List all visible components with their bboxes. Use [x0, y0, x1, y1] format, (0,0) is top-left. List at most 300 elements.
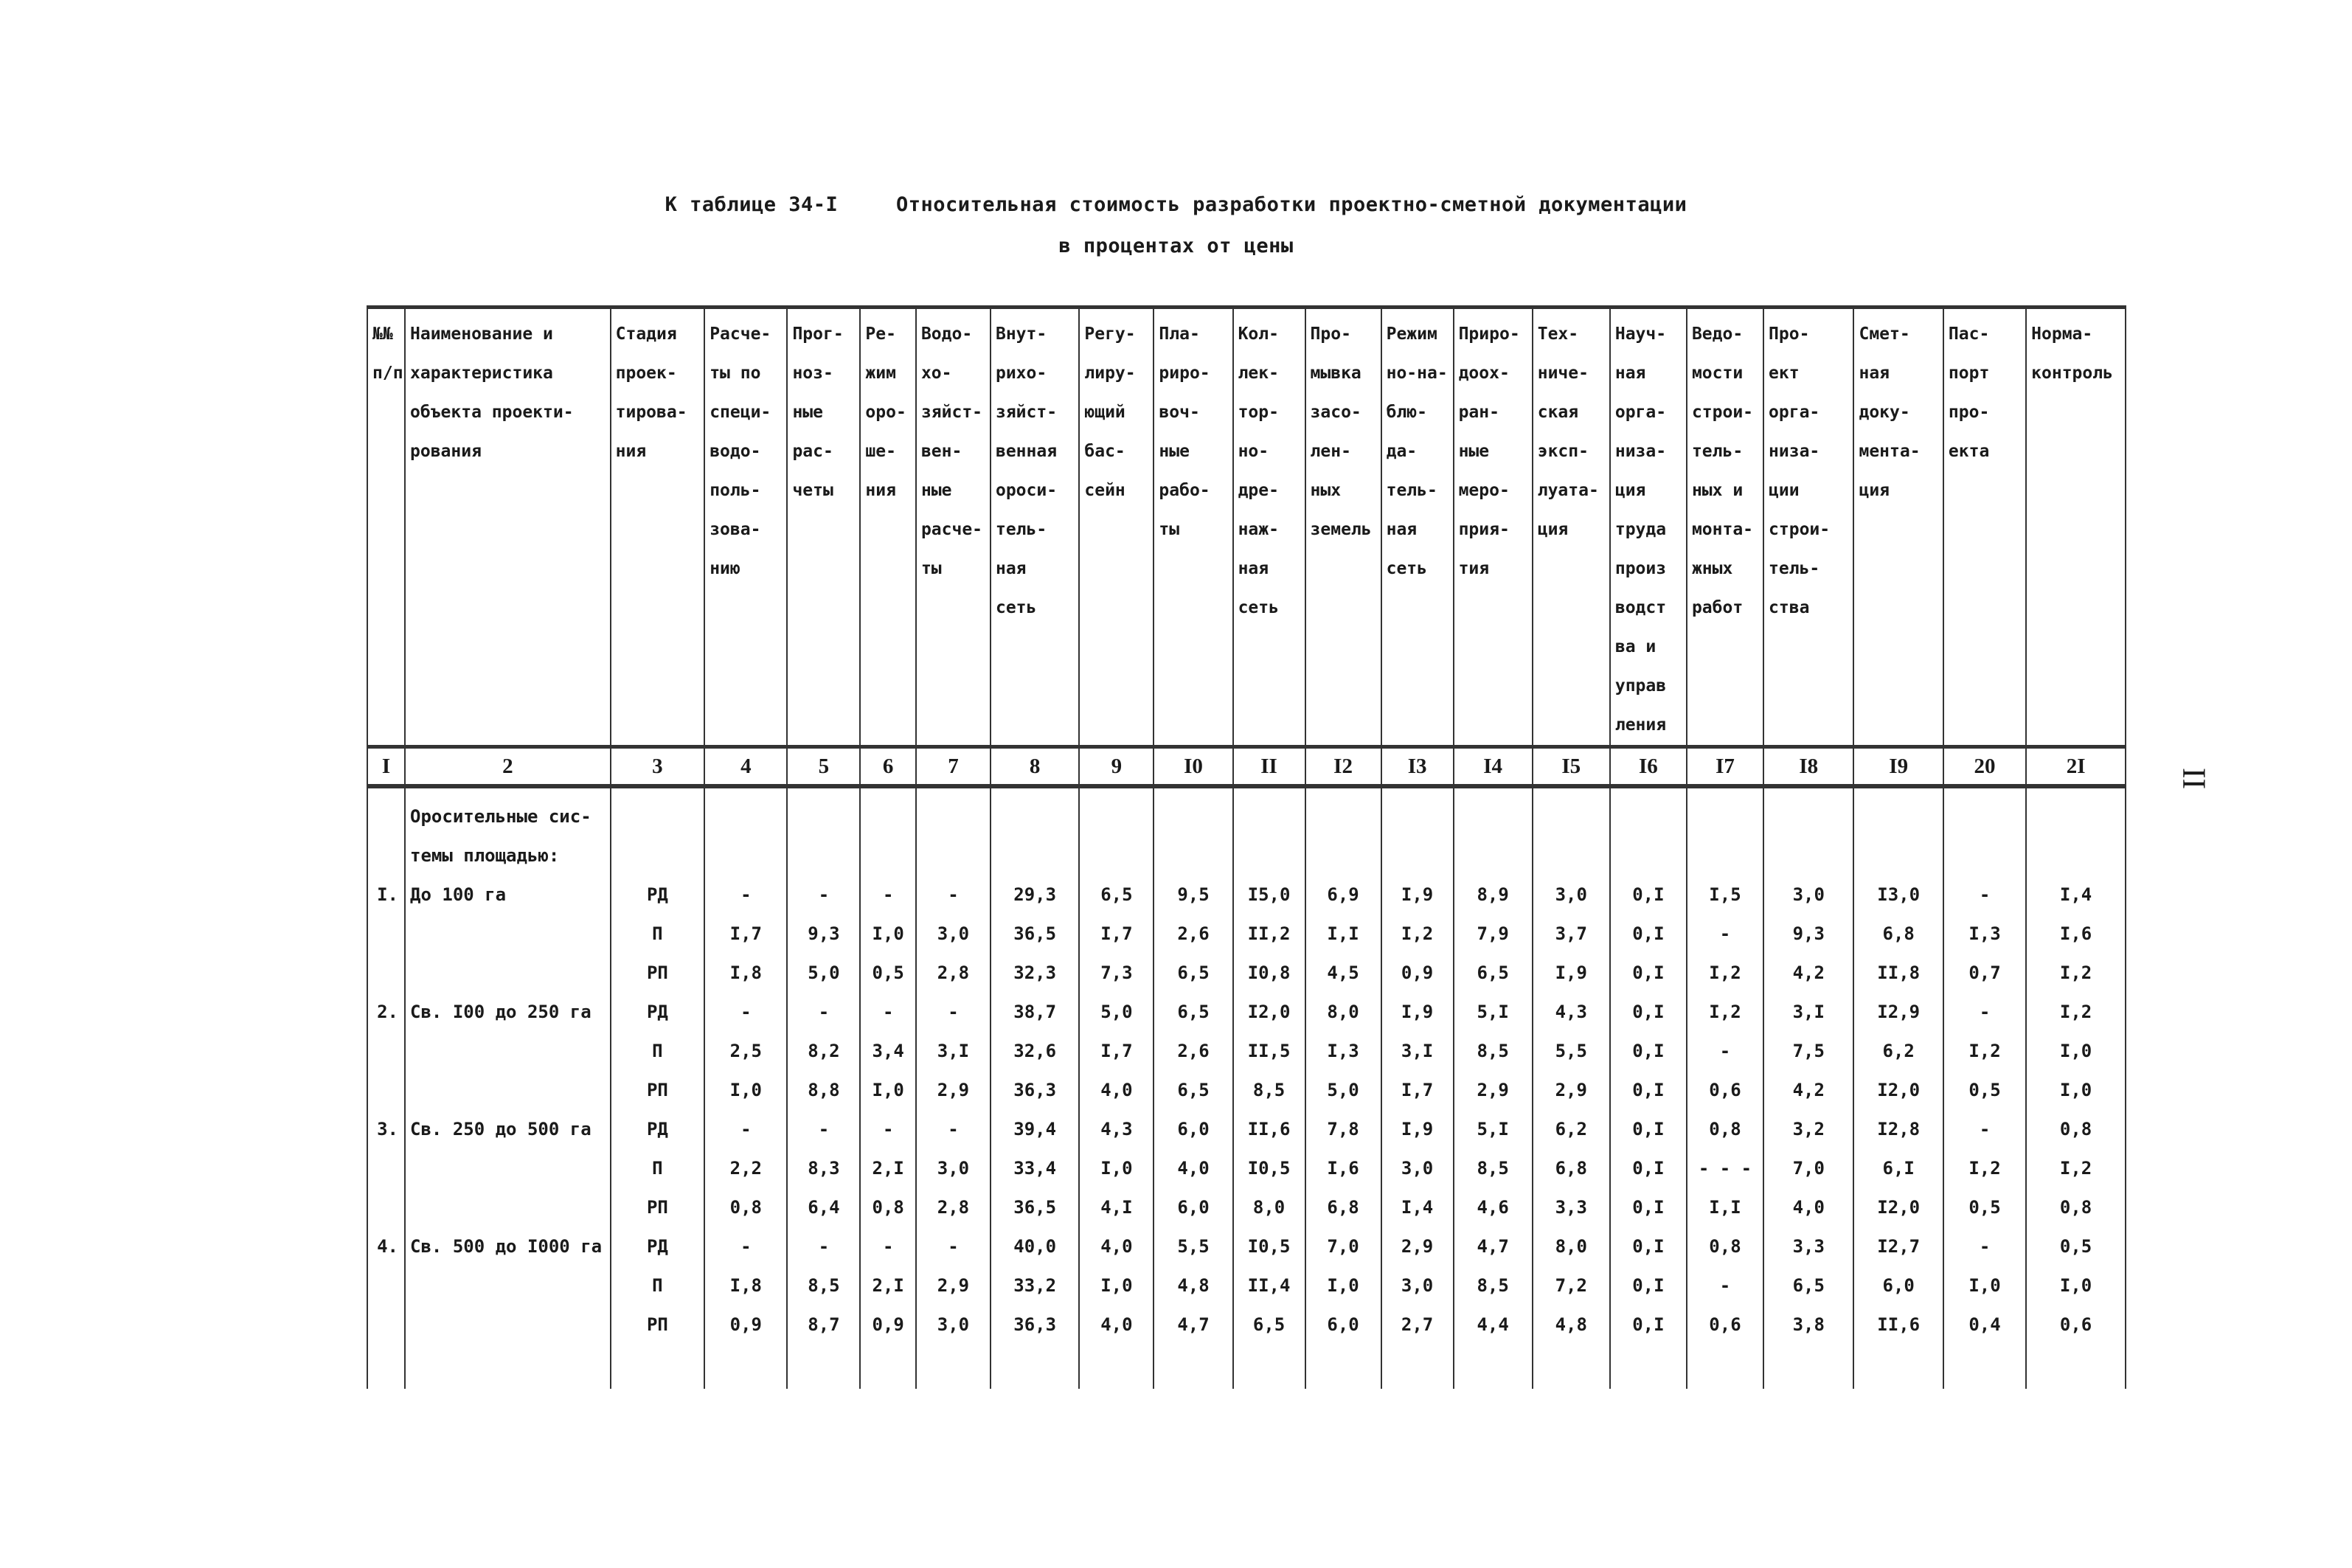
- header-line: Расче-: [710, 325, 771, 344]
- value-cell: -: [704, 1110, 787, 1149]
- value-cell: 6,9: [1305, 875, 1381, 915]
- value-cell: 39,4: [991, 1110, 1079, 1149]
- header-line: мости: [1691, 364, 1744, 383]
- value-cell: 6,0: [1305, 1305, 1381, 1345]
- empty-cell: [1853, 836, 1943, 875]
- value-cell: 3,0: [916, 1305, 991, 1345]
- empty-cell: [367, 1345, 405, 1389]
- header-line: луата-: [1537, 481, 1599, 500]
- table-row: [367, 1227, 2126, 1266]
- value-cell: I,0: [860, 915, 916, 954]
- header-line: зяйст-: [920, 403, 983, 422]
- value-cell: 3,0: [1381, 1149, 1454, 1188]
- value-cell: I,8: [704, 1266, 787, 1305]
- value-cell: 33,2: [991, 1266, 1079, 1305]
- value-cell: 4,0: [1079, 1071, 1154, 1110]
- header-line: зова-: [710, 520, 761, 539]
- empty-cell: [611, 836, 705, 875]
- header-line: доку-: [1859, 403, 1910, 422]
- header-line: Прог-: [792, 325, 844, 344]
- value-cell: -: [1943, 875, 2026, 915]
- empty-cell: [704, 1345, 787, 1389]
- value-cell: 0,5: [1943, 1071, 2026, 1110]
- header-cell: [916, 308, 991, 747]
- row-index: [367, 1305, 405, 1345]
- table-caption: Относительная стоимость разработки проектно-сметной документации: [896, 193, 1687, 216]
- object-name: [405, 1149, 611, 1188]
- value-cell: 8,0: [1233, 1188, 1305, 1227]
- value-cell: 2,I: [860, 1149, 916, 1188]
- value-cell: 3,I: [916, 1032, 991, 1071]
- value-cell: 4,0: [1079, 1227, 1154, 1266]
- empty-cell: [787, 836, 860, 875]
- value-cell: 6,5: [1763, 1266, 1853, 1305]
- column-number: 2: [405, 747, 611, 787]
- value-cell: 0,5: [1943, 1188, 2026, 1227]
- value-cell: 32,6: [991, 1032, 1079, 1071]
- header-line: ления: [1614, 715, 1667, 735]
- value-cell: I,I: [1305, 915, 1381, 954]
- empty-cell: [1454, 836, 1533, 875]
- empty-cell: [860, 1345, 916, 1389]
- value-cell: 0,I: [1610, 1305, 1687, 1345]
- value-cell: 8,7: [787, 1305, 860, 1345]
- header-line: низа-: [1614, 442, 1667, 461]
- value-cell: I,9: [1381, 1110, 1454, 1149]
- value-cell: I,8: [704, 954, 787, 993]
- column-number: 9: [1079, 747, 1154, 787]
- document-title-line-2: в процентах от цены: [1058, 235, 1294, 257]
- header-line: мента-: [1859, 442, 1921, 461]
- empty-cell: [1763, 786, 1853, 836]
- value-cell: I,2: [2026, 993, 2126, 1032]
- value-cell: I,3: [1943, 915, 2026, 954]
- value-cell: I,2: [1687, 993, 1763, 1032]
- header-line: ные: [920, 481, 952, 500]
- header-cell: [1233, 308, 1305, 747]
- value-cell: 0,6: [1687, 1305, 1763, 1345]
- header-line: ния: [615, 442, 647, 461]
- empty-cell: [1154, 1345, 1232, 1389]
- header-line: ран-: [1458, 403, 1499, 422]
- value-cell: II,4: [1233, 1266, 1305, 1305]
- header-line: тель-: [995, 520, 1047, 539]
- header-cell: [405, 308, 611, 747]
- column-number: 5: [787, 747, 860, 787]
- table-row: [367, 954, 2126, 993]
- value-cell: 3,7: [1533, 915, 1610, 954]
- header-line: да-: [1386, 442, 1418, 461]
- value-cell: I,9: [1381, 993, 1454, 1032]
- value-cell: I2,7: [1853, 1227, 1943, 1266]
- header-line: строи-: [1691, 403, 1754, 422]
- header-line: ниче-: [1537, 364, 1589, 383]
- header-line: ные: [1159, 442, 1190, 461]
- cost-table: [367, 305, 2126, 1389]
- row-index: 4.: [367, 1227, 405, 1266]
- empty-cell: [1079, 836, 1154, 875]
- value-cell: 8,5: [1454, 1266, 1533, 1305]
- table-row: [367, 1266, 2126, 1305]
- value-cell: 4,0: [1079, 1305, 1154, 1345]
- value-cell: 3,0: [1381, 1266, 1454, 1305]
- header-line: Пла-: [1159, 325, 1200, 344]
- header-line: ция: [1537, 520, 1569, 539]
- value-cell: -: [916, 1227, 991, 1266]
- empty-cell: [1381, 786, 1454, 836]
- header-line: блю-: [1386, 403, 1427, 422]
- header-line: п/п: [372, 364, 403, 383]
- value-cell: 5,0: [1305, 1071, 1381, 1110]
- value-cell: 0,I: [1610, 875, 1687, 915]
- column-number: 7: [916, 747, 991, 787]
- header-line: прия-: [1458, 520, 1510, 539]
- row-index: [367, 1188, 405, 1227]
- value-cell: 4,2: [1763, 1071, 1853, 1110]
- object-name: [405, 1266, 611, 1305]
- value-cell: 33,4: [991, 1149, 1079, 1188]
- value-cell: 2,5: [704, 1032, 787, 1071]
- column-number: 3: [611, 747, 705, 787]
- value-cell: 40,0: [991, 1227, 1079, 1266]
- value-cell: 2,9: [916, 1071, 991, 1110]
- value-cell: -: [916, 1110, 991, 1149]
- value-cell: I,0: [2026, 1266, 2126, 1305]
- column-number: 6: [860, 747, 916, 787]
- value-cell: 3,0: [916, 915, 991, 954]
- value-cell: 3,2: [1763, 1110, 1853, 1149]
- empty-cell: [1233, 1345, 1305, 1389]
- value-cell: 8,0: [1533, 1227, 1610, 1266]
- header-line: ция: [1859, 481, 1890, 500]
- design-stage: П: [611, 1032, 705, 1071]
- value-cell: I2,9: [1853, 993, 1943, 1032]
- header-line: лиру-: [1084, 364, 1136, 383]
- header-line: расче-: [920, 520, 983, 539]
- empty-cell: [1610, 786, 1687, 836]
- header-line: управ: [1614, 676, 1667, 695]
- value-cell: 2,I: [860, 1266, 916, 1305]
- column-number: I6: [1610, 747, 1687, 787]
- header-line: монта-: [1691, 520, 1754, 539]
- header-line: орга-: [1769, 403, 1820, 422]
- value-cell: -: [860, 1110, 916, 1149]
- value-cell: 0,I: [1610, 1188, 1687, 1227]
- header-cell: [860, 308, 916, 747]
- value-cell: 0,8: [860, 1188, 916, 1227]
- value-cell: 2,9: [1533, 1071, 1610, 1110]
- header-line: Водо-: [920, 325, 973, 344]
- section-heading: темы площадью:: [405, 836, 611, 875]
- value-cell: 0,8: [704, 1188, 787, 1227]
- header-line: жим: [865, 364, 896, 383]
- header-cell: [1079, 308, 1154, 747]
- column-number-row: [367, 747, 2126, 787]
- column-number: I0: [1154, 747, 1232, 787]
- value-cell: II,6: [1233, 1110, 1305, 1149]
- value-cell: 4,0: [1154, 1149, 1232, 1188]
- value-cell: 0,5: [2026, 1227, 2126, 1266]
- header-line: меро-: [1458, 481, 1510, 500]
- row-index: I.: [367, 875, 405, 915]
- header-line: Внут-: [995, 325, 1047, 344]
- value-cell: 3,0: [916, 1149, 991, 1188]
- value-cell: I,6: [2026, 915, 2126, 954]
- value-cell: 8,5: [1454, 1149, 1533, 1188]
- value-cell: 0,I: [1610, 1032, 1687, 1071]
- value-cell: II,6: [1853, 1305, 1943, 1345]
- value-cell: 0,I: [1610, 915, 1687, 954]
- empty-cell: [611, 786, 705, 836]
- header-line: четы: [792, 481, 833, 500]
- empty-cell: [1687, 1345, 1763, 1389]
- header-line: Пас-: [1948, 325, 1990, 344]
- value-cell: 8,9: [1454, 875, 1533, 915]
- value-cell: 9,3: [787, 915, 860, 954]
- value-cell: 6,8: [1533, 1149, 1610, 1188]
- value-cell: -: [787, 875, 860, 915]
- header-line: ект: [1769, 364, 1800, 383]
- empty-cell: [916, 836, 991, 875]
- header-line: земель: [1310, 520, 1372, 539]
- value-cell: 2,6: [1154, 1032, 1232, 1071]
- empty-cell: [1079, 1345, 1154, 1389]
- table-body: [367, 308, 2126, 1390]
- row-index: [367, 915, 405, 954]
- value-cell: 7,3: [1079, 954, 1154, 993]
- table-row: [367, 1110, 2126, 1149]
- empty-cell: [611, 1345, 705, 1389]
- header-line: ше-: [865, 442, 896, 461]
- table-row: [367, 1071, 2126, 1110]
- value-cell: 8,5: [787, 1266, 860, 1305]
- header-cell: [704, 308, 787, 747]
- empty-cell: [1533, 786, 1610, 836]
- value-cell: 3,I: [1381, 1032, 1454, 1071]
- value-cell: -: [704, 993, 787, 1032]
- design-stage: РП: [611, 954, 705, 993]
- value-cell: 6,4: [787, 1188, 860, 1227]
- header-line: воч-: [1159, 403, 1200, 422]
- row-index: [367, 1149, 405, 1188]
- value-cell: 29,3: [991, 875, 1079, 915]
- header-cell: [787, 308, 860, 747]
- header-line: ноз-: [792, 364, 833, 383]
- value-cell: -: [860, 993, 916, 1032]
- value-cell: 6,0: [1853, 1266, 1943, 1305]
- header-line: Приро-: [1458, 325, 1520, 344]
- empty-cell: [2026, 786, 2126, 836]
- empty-cell: [1853, 786, 1943, 836]
- value-cell: 36,3: [991, 1071, 1079, 1110]
- value-cell: 0,9: [860, 1305, 916, 1345]
- value-cell: I,2: [1943, 1149, 2026, 1188]
- column-number: I9: [1853, 747, 1943, 787]
- value-cell: -: [1687, 1032, 1763, 1071]
- value-cell: I,0: [1079, 1149, 1154, 1188]
- design-stage: РП: [611, 1305, 705, 1345]
- header-line: тель-: [1769, 559, 1820, 578]
- empty-cell: [991, 786, 1079, 836]
- value-cell: -: [1943, 1110, 2026, 1149]
- value-cell: I,2: [2026, 954, 2126, 993]
- empty-cell: [1305, 786, 1381, 836]
- value-cell: II,8: [1853, 954, 1943, 993]
- value-cell: I,2: [1381, 915, 1454, 954]
- value-cell: 2,9: [1454, 1071, 1533, 1110]
- value-cell: 2,2: [704, 1149, 787, 1188]
- column-number: I5: [1533, 747, 1610, 787]
- value-cell: 0,9: [1381, 954, 1454, 993]
- header-line: мывка: [1310, 364, 1361, 383]
- header-line: ты по: [710, 364, 761, 383]
- value-cell: II,2: [1233, 915, 1305, 954]
- empty-cell: [1305, 1345, 1381, 1389]
- table-row: [367, 836, 2126, 875]
- value-cell: 7,0: [1763, 1149, 1853, 1188]
- empty-cell: [1233, 836, 1305, 875]
- header-cell: [1853, 308, 1943, 747]
- value-cell: 0,I: [1610, 1266, 1687, 1305]
- empty-cell: [2026, 836, 2126, 875]
- header-line: бас-: [1084, 442, 1125, 461]
- empty-cell: [1305, 836, 1381, 875]
- value-cell: 4,7: [1154, 1305, 1232, 1345]
- column-number: I2: [1305, 747, 1381, 787]
- header-line: ных и: [1691, 481, 1744, 500]
- value-cell: 3,0: [1533, 875, 1610, 915]
- header-line: тель-: [1691, 442, 1744, 461]
- value-cell: 3,3: [1763, 1227, 1853, 1266]
- empty-cell: [1610, 1345, 1687, 1389]
- empty-cell: [1454, 1345, 1533, 1389]
- table-row: [367, 1032, 2126, 1071]
- value-cell: 6,0: [1154, 1188, 1232, 1227]
- value-cell: 2,8: [916, 954, 991, 993]
- value-cell: 8,5: [1233, 1071, 1305, 1110]
- empty-cell: [1381, 836, 1454, 875]
- value-cell: 0,I: [1610, 993, 1687, 1032]
- value-cell: 4,I: [1079, 1188, 1154, 1227]
- value-cell: 4,8: [1533, 1305, 1610, 1345]
- value-cell: I2,8: [1853, 1110, 1943, 1149]
- value-cell: I,0: [2026, 1032, 2126, 1071]
- page-number: II: [2176, 767, 2213, 790]
- header-cell: [367, 308, 405, 747]
- header-line: засо-: [1310, 403, 1361, 422]
- header-line: ты: [1159, 520, 1180, 539]
- design-stage: РП: [611, 1071, 705, 1110]
- header-line: Ведо-: [1691, 325, 1744, 344]
- empty-cell: [916, 1345, 991, 1389]
- header-cell: [1454, 308, 1533, 747]
- header-line: лек-: [1238, 364, 1279, 383]
- header-line: екта: [1948, 442, 1990, 461]
- header-row: [367, 308, 2126, 747]
- value-cell: I0,5: [1233, 1149, 1305, 1188]
- empty-cell: [1533, 1345, 1610, 1389]
- header-cell: [1305, 308, 1381, 747]
- value-cell: 5,0: [787, 954, 860, 993]
- column-number: I8: [1763, 747, 1853, 787]
- header-cell: [1533, 308, 1610, 747]
- value-cell: 4,3: [1079, 1110, 1154, 1149]
- header-line: Регу-: [1084, 325, 1136, 344]
- value-cell: 0,I: [1610, 1071, 1687, 1110]
- object-name: [405, 954, 611, 993]
- value-cell: 0,6: [2026, 1305, 2126, 1345]
- object-name: До 100 га: [405, 875, 611, 915]
- design-stage: П: [611, 915, 705, 954]
- value-cell: 6,5: [1079, 875, 1154, 915]
- design-stage: РП: [611, 1188, 705, 1227]
- empty-cell: [991, 836, 1079, 875]
- value-cell: 4,7: [1454, 1227, 1533, 1266]
- value-cell: 6,5: [1154, 993, 1232, 1032]
- value-cell: 7,9: [1454, 915, 1533, 954]
- empty-cell: [367, 786, 405, 836]
- value-cell: 6,5: [1454, 954, 1533, 993]
- table-reference: К таблице 34-I: [665, 193, 839, 216]
- column-number: II: [1233, 747, 1305, 787]
- header-line: ных: [1310, 481, 1342, 500]
- empty-cell: [860, 836, 916, 875]
- header-line: ная: [1386, 520, 1418, 539]
- header-line: ты: [920, 559, 942, 578]
- value-cell: 0,I: [1610, 1110, 1687, 1149]
- value-cell: 8,2: [787, 1032, 860, 1071]
- value-cell: I3,0: [1853, 875, 1943, 915]
- table-row: [367, 915, 2126, 954]
- header-line: лен-: [1310, 442, 1351, 461]
- header-line: орга-: [1614, 403, 1667, 422]
- header-line: Режим: [1386, 325, 1437, 344]
- value-cell: 0,8: [1687, 1227, 1763, 1266]
- value-cell: I,I: [1687, 1188, 1763, 1227]
- row-index: [367, 1032, 405, 1071]
- value-cell: 9,5: [1154, 875, 1232, 915]
- header-line: тель-: [1386, 481, 1437, 500]
- header-line: ции: [1769, 481, 1800, 500]
- empty-cell: [1154, 786, 1232, 836]
- section-heading: Оросительные сис-: [405, 786, 611, 836]
- header-line: сеть: [995, 598, 1037, 617]
- value-cell: 6,5: [1154, 1071, 1232, 1110]
- header-line: поль-: [710, 481, 761, 500]
- empty-cell: [991, 1345, 1079, 1389]
- value-cell: I,7: [1381, 1071, 1454, 1110]
- value-cell: II,5: [1233, 1032, 1305, 1071]
- header-cell: [611, 308, 705, 747]
- value-cell: 0,8: [1687, 1110, 1763, 1149]
- column-number: 2I: [2026, 747, 2126, 787]
- value-cell: I,4: [2026, 875, 2126, 915]
- header-line: нию: [710, 559, 740, 578]
- header-line: сейн: [1084, 481, 1125, 500]
- value-cell: 3,4: [860, 1032, 916, 1071]
- design-stage: П: [611, 1149, 705, 1188]
- object-name: [405, 1071, 611, 1110]
- design-stage: РД: [611, 875, 705, 915]
- value-cell: -: [787, 1110, 860, 1149]
- header-line: ные: [1458, 442, 1490, 461]
- value-cell: - - -: [1687, 1149, 1763, 1188]
- value-cell: 0,8: [2026, 1110, 2126, 1149]
- header-line: вен-: [920, 442, 962, 461]
- value-cell: -: [860, 875, 916, 915]
- column-number: 20: [1943, 747, 2026, 787]
- header-line: контроль: [2031, 364, 2113, 383]
